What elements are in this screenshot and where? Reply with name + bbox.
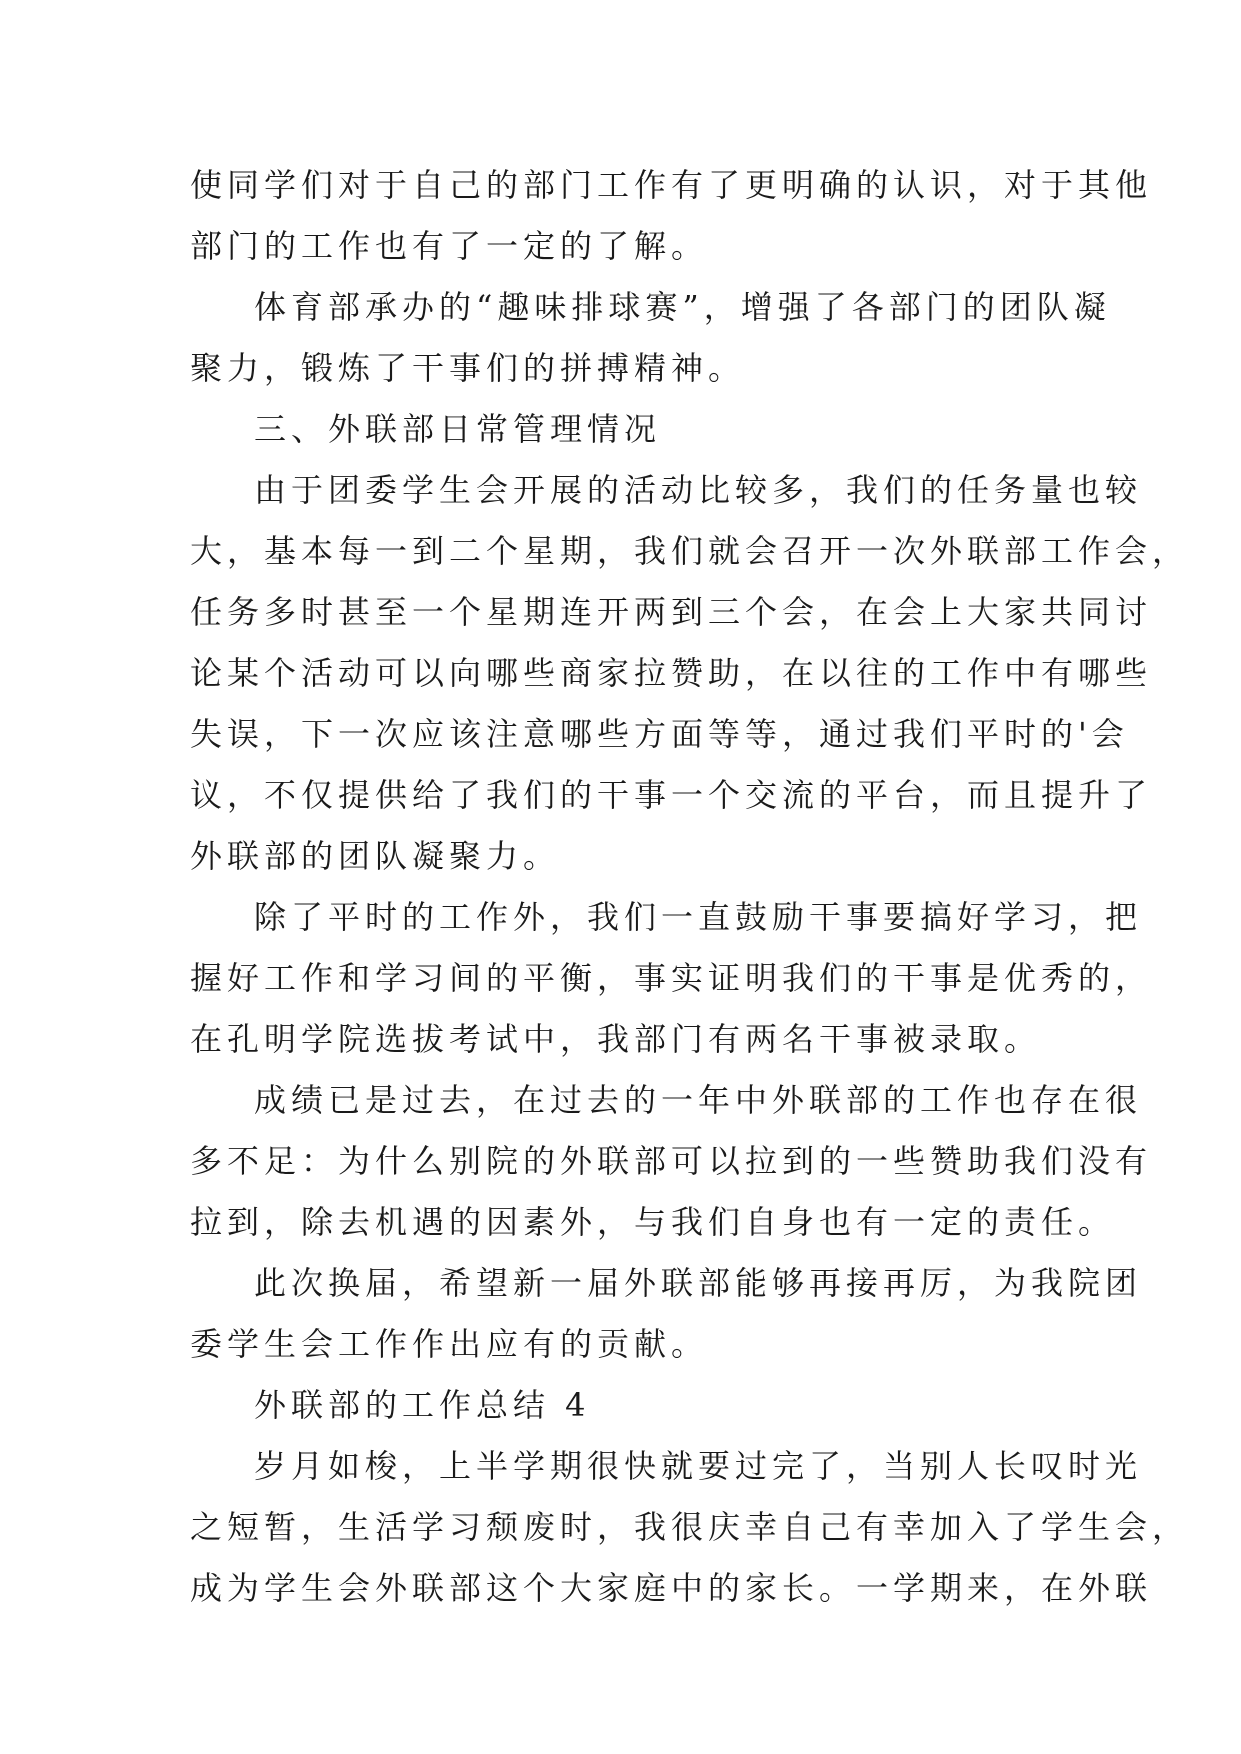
- text-line: 多不足：为什么别院的外联部可以拉到的一些赞助我们没有: [190, 1142, 1153, 1180]
- text-line: 成为学生会外联部这个大家庭中的家长。一学期来，在外联: [190, 1569, 1153, 1607]
- text-line: 除了平时的工作外，我们一直鼓励干事要搞好学习，把: [254, 898, 1143, 936]
- section-heading: 外联部的工作总结 4: [254, 1386, 591, 1424]
- text-line: 使同学们对于自己的部门工作有了更明确的认识，对于其他: [190, 166, 1153, 204]
- document-page: [190, 155, 1190, 1619]
- text-line: 岁月如梭，上半学期很快就要过完了，当别人长叹时光: [254, 1447, 1143, 1485]
- text-line: 任务多时甚至一个星期连开两到三个会，在会上大家共同讨: [190, 593, 1153, 631]
- text-line: 部门的工作也有了一定的了解。: [190, 227, 709, 265]
- text-line: 体育部承办的“趣味排球赛”，增强了各部门的团队凝: [254, 288, 1111, 326]
- text-line: 失误，下一次应该注意哪些方面等等，通过我们平时的'会: [190, 715, 1129, 753]
- text-line: 委学生会工作作出应有的贡献。: [190, 1325, 709, 1363]
- text-line: 外联部的团队凝聚力。: [190, 837, 561, 875]
- text-line: 聚力，锻炼了干事们的拼搏精神。: [190, 349, 746, 387]
- text-line: 由于团委学生会开展的活动比较多，我们的任务量也较: [254, 471, 1143, 509]
- text-line: 之短暂，生活学习颓废时，我很庆幸自己有幸加入了学生会，: [190, 1508, 1190, 1546]
- text-line: 握好工作和学习间的平衡，事实证明我们的干事是优秀的，: [190, 959, 1153, 997]
- text-line: 此次换届，希望新一届外联部能够再接再厉，为我院团: [254, 1264, 1143, 1302]
- text-line: 成绩已是过去，在过去的一年中外联部的工作也存在很: [254, 1081, 1143, 1119]
- text-line: 在孔明学院选拔考试中，我部门有两名干事被录取。: [190, 1020, 1042, 1058]
- text-line: 议，不仅提供给了我们的干事一个交流的平台，而且提升了: [190, 776, 1153, 814]
- text-line: 拉到，除去机遇的因素外，与我们自身也有一定的责任。: [190, 1203, 1116, 1241]
- text-line: 论某个活动可以向哪些商家拉赞助，在以往的工作中有哪些: [190, 654, 1153, 692]
- section-heading: 三、外联部日常管理情况: [254, 410, 662, 448]
- text-line: 大，基本每一到二个星期，我们就会召开一次外联部工作会，: [190, 532, 1190, 570]
